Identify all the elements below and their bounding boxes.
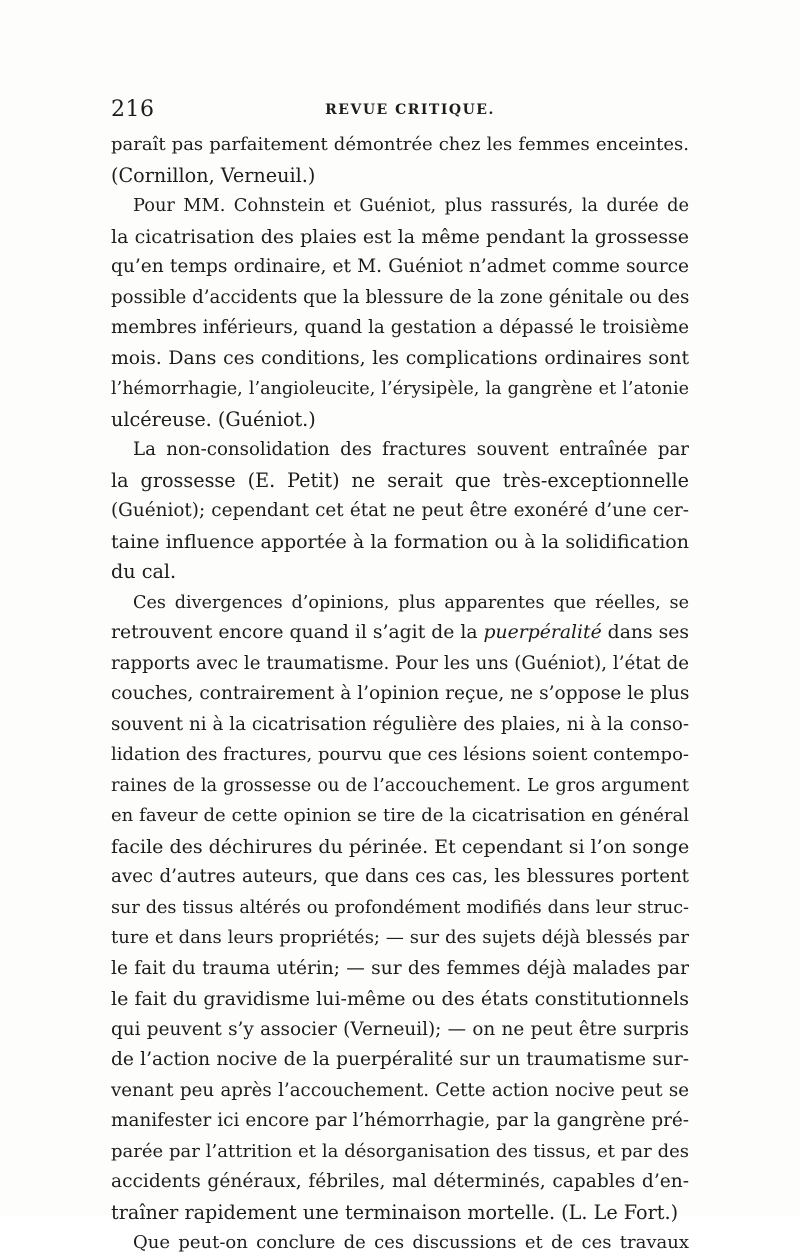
text-line: paraît pas parfaitement démontrée chez les femmes enceintes. xyxy=(111,134,689,155)
text-line: la cicatrisation des plaies est la même pendant la grossesse xyxy=(111,225,689,248)
italic-term: puerpéralité xyxy=(483,622,602,643)
text-line: parée par l’attrition et la désorganisation des tissus, et par des xyxy=(111,1140,689,1162)
text-line: Ces divergences d’opinions, plus apparentes que réelles, se xyxy=(133,592,689,613)
running-title: REVUE CRITIQUE. xyxy=(325,102,495,118)
text-line: membres inférieurs, quand la gestation a dépassé le troisième xyxy=(111,317,689,338)
text-line: venant peu après l’accouchement. Cette action nocive peut se xyxy=(111,1079,689,1101)
text-line: taine influence apportée à la formation ou à la solidification xyxy=(111,530,689,553)
text-line: mois. Dans ces conditions, les complications ordinaires sont xyxy=(111,347,689,369)
text-line: souvent ni à la cicatrisation régulière des plaies, ni à la conso- xyxy=(111,713,689,735)
text-line: du cal. xyxy=(111,560,177,583)
text-line: en faveur de cette opinion se tire de la cicatrisation en général xyxy=(111,805,689,826)
text-line: La non-consolidation des fractures souvent entraînée par xyxy=(133,439,689,460)
text-line: facile des déchirures du périnée. Et cependant si l’on songe xyxy=(111,835,690,858)
text-line: de l’action nocive de la puerpéralité sur un traumatisme sur- xyxy=(111,1049,689,1070)
text-line: (Guéniot); cependant cet état ne peut être exonéré d’une cer- xyxy=(111,500,689,521)
text-line: couches, contrairement à l’opinion reçue, ne s’oppose le plus xyxy=(111,683,690,704)
text-line: Que peut-on conclure de ces discussions et de ces travaux xyxy=(133,1232,689,1253)
text-line: Pour MM. Cohnstein et Guéniot, plus rassurés, la durée de xyxy=(133,195,689,216)
text-line: (Cornillon, Verneuil.) xyxy=(111,163,316,187)
text-segment: retrouvent encore quand il s’agit de la xyxy=(111,622,484,643)
text-line: ture et dans leurs propriétés; — sur des sujets déjà blessés par xyxy=(111,927,689,948)
text-line: le fait du trauma utérin; — sur des femmes déjà malades par xyxy=(111,957,689,979)
text-line: manifester ici encore par l’hémorrhagie, par la gangrène pré- xyxy=(111,1110,689,1131)
text-line: avec d’autres auteurs, que dans ces cas, les blessures portent xyxy=(111,866,689,887)
text-line: rapports avec le traumatisme. Pour les uns (Guéniot), l’état de xyxy=(111,652,689,674)
text-line: lidation des fractures, pourvu que ces lésions soient contempo- xyxy=(111,744,689,765)
text-line: ulcéreuse. (Guéniot.) xyxy=(111,407,316,431)
body-text xyxy=(111,130,689,1259)
text-line: la grossesse (E. Petit) ne serait que très-exceptionnelle xyxy=(111,468,689,492)
text-line xyxy=(111,618,689,649)
text-line: sur des tissus altérés ou profondément modifiés dans leur struc- xyxy=(111,897,689,918)
text-segment: dans ses xyxy=(601,622,689,643)
text-line: l’hémorrhagie, l’angioleucite, l’érysipèle, la gangrène et l’atonie xyxy=(111,379,689,399)
text-line: qu’en temps ordinaire, et M. Guéniot n’admet comme source xyxy=(111,256,689,277)
text-line: qui peuvent s’y associer (Verneuil); — on ne peut être surpris xyxy=(111,1018,689,1040)
text-line: traîner rapidement une terminaison mortelle. (L. Le Fort.) xyxy=(111,1200,679,1224)
text-line: accidents généraux, fébriles, mal déterminés, capables d’en- xyxy=(111,1171,689,1192)
text-line: le fait du gravidisme lui-même ou des états constitutionnels xyxy=(111,988,689,1010)
text-line: possible d’accidents que la blessure de la zone génitale ou des xyxy=(111,286,690,308)
text-line: raines de la grossesse ou de l’accouchement. Le gros argument xyxy=(111,774,689,796)
running-head xyxy=(111,95,689,125)
page-number: 216 xyxy=(111,97,155,122)
